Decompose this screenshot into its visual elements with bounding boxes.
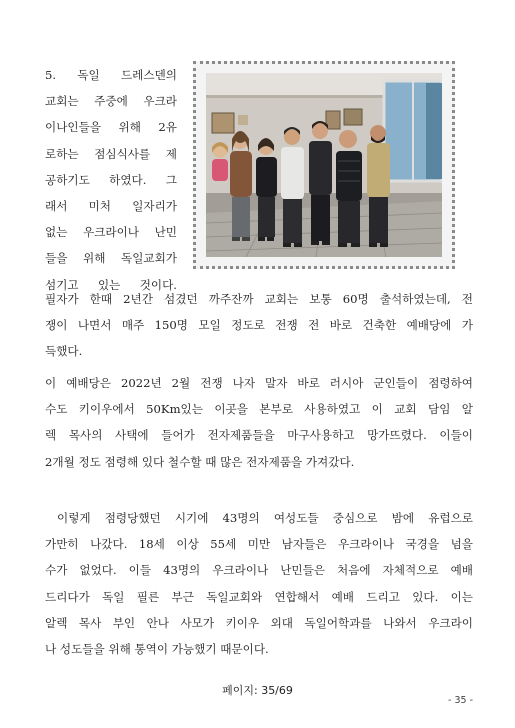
paragraph-line: 필자가 한때 2년간 섬겼던 까주잔까 교회는 보통 60명 출석하였는데, 전 — [45, 292, 473, 306]
paragraph-line: 가만히 나갔다. 18세 이상 55세 미만 남자들은 우크라이나 국경을 넘을 — [45, 537, 473, 552]
paragraph-line: 이 예배당은 2022년 2월 전쟁 나자 말자 바로 러시아 군인들이 점령하여 — [45, 376, 473, 390]
paragraph-3 — [45, 505, 473, 662]
page-indicator: 페이지: 35/69 — [222, 684, 293, 697]
side-text-line: 래서 미처 일자리가 — [45, 199, 177, 214]
paragraph-line: 렉 목사의 사택에 들어가 전자제품들을 마구사용하고 망가뜨렸다. 이들이 — [45, 428, 473, 443]
paragraph-line: 이렇게 점령당했던 시기에 43명의 여성도들 중심으로 밤에 유럽으로 — [57, 511, 473, 525]
side-text-line: 5. 독일 드레스덴의 — [45, 68, 177, 82]
paragraph-line: 수도 키이우에서 50Km있는 이곳을 본부로 사용하였고 이 교회 담임 알 — [45, 402, 473, 417]
paragraph-line: 득했다. — [45, 344, 83, 359]
paragraph-line: 수가 없었다. 이들 43명의 우크라이나 난민들은 처음에 자체적으로 예배 — [45, 563, 473, 578]
paragraph-line: 나 성도들을 위해 통역이 가능했기 때문이다. — [45, 642, 269, 657]
group-photo — [206, 73, 442, 257]
side-text-line: 공하기도 하였다. 그 — [45, 172, 177, 187]
paragraph-line: 쟁이 나면서 매주 150명 모일 정도로 전쟁 전 바로 건축한 예배당에 가 — [45, 318, 473, 333]
photo-frame — [193, 61, 455, 269]
side-text-line: 이나인들을 위해 2유 — [45, 120, 177, 135]
paragraph-1 — [45, 286, 473, 365]
side-text-line: 들을 위해 독일교회가 — [45, 251, 177, 266]
side-text-line: 섬기고 있는 것이다. — [45, 277, 177, 292]
side-text-line: 로하는 점심식사를 제 — [45, 146, 177, 161]
paragraph-2 — [45, 370, 473, 475]
paragraph-line: 드리다가 독일 필른 부근 독일교회와 연합해서 예배 드리고 있다. 이는 — [45, 589, 473, 604]
page-number: - 35 - — [448, 695, 473, 706]
side-text-line: 없는 우크라이나 난민 — [45, 225, 177, 240]
paragraph-line: 알렉 목사 부인 안나 사모가 키이우 외대 독일어학과를 나와서 우크라이 — [45, 615, 473, 630]
side-text-column — [45, 62, 177, 298]
paragraph-line: 2개월 정도 점령해 있다 철수할 때 많은 전자제품을 가져갔다. — [45, 454, 355, 469]
side-text-line: 교회는 주중에 우크라 — [45, 94, 177, 109]
